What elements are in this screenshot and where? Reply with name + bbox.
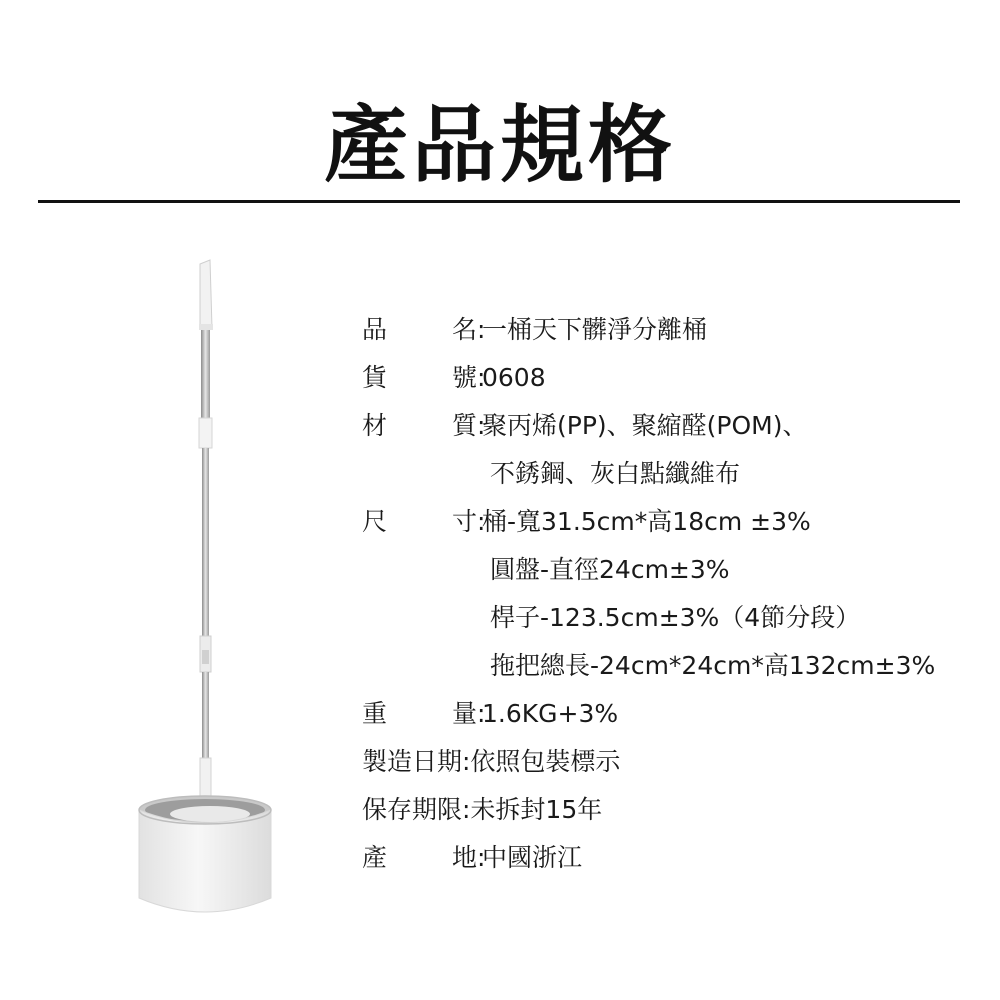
spec-label: 貨	[362, 363, 388, 392]
spec-label-colon: 量:	[452, 699, 486, 728]
spec-value: 聚丙烯(PP)、聚縮醛(POM)、	[482, 411, 808, 440]
spec-value-continued: 桿子-123.5cm±3%（4節分段）	[490, 603, 861, 632]
spec-label: 尺	[362, 507, 388, 536]
spec-label: 產	[362, 843, 388, 872]
spec-label: 重	[362, 699, 388, 728]
spec-label-colon: 寸:	[452, 507, 486, 536]
spec-value: 0608	[482, 363, 546, 392]
spec-label-colon: 號:	[452, 363, 486, 392]
spec-value: 一桶天下髒淨分離桶	[482, 315, 708, 344]
spec-value: 1.6KG+3%	[482, 699, 619, 728]
spec-value-continued: 不銹鋼、灰白點纖維布	[490, 459, 741, 488]
spec-full-line: 保存期限:未拆封15年	[362, 795, 603, 824]
page-title: 產品規格	[323, 96, 676, 194]
spec-value: 中國浙江	[482, 843, 583, 872]
spec-label-colon: 名:	[452, 315, 486, 344]
spec-value: 桶-寬31.5cm*高18cm ±3%	[482, 507, 811, 536]
spec-full-line: 製造日期:依照包裝標示	[362, 747, 621, 776]
spec-label: 品	[362, 315, 388, 344]
spec-label: 材	[362, 411, 388, 440]
title-divider	[38, 200, 960, 203]
spec-label-colon: 質:	[452, 411, 486, 440]
spec-label-colon: 地:	[452, 843, 486, 872]
spec-value-continued: 拖把總長-24cm*24cm*高132cm±3%	[490, 651, 936, 680]
mop-bucket-image	[130, 258, 290, 918]
spec-value-continued: 圓盤-直徑24cm±3%	[490, 555, 730, 584]
